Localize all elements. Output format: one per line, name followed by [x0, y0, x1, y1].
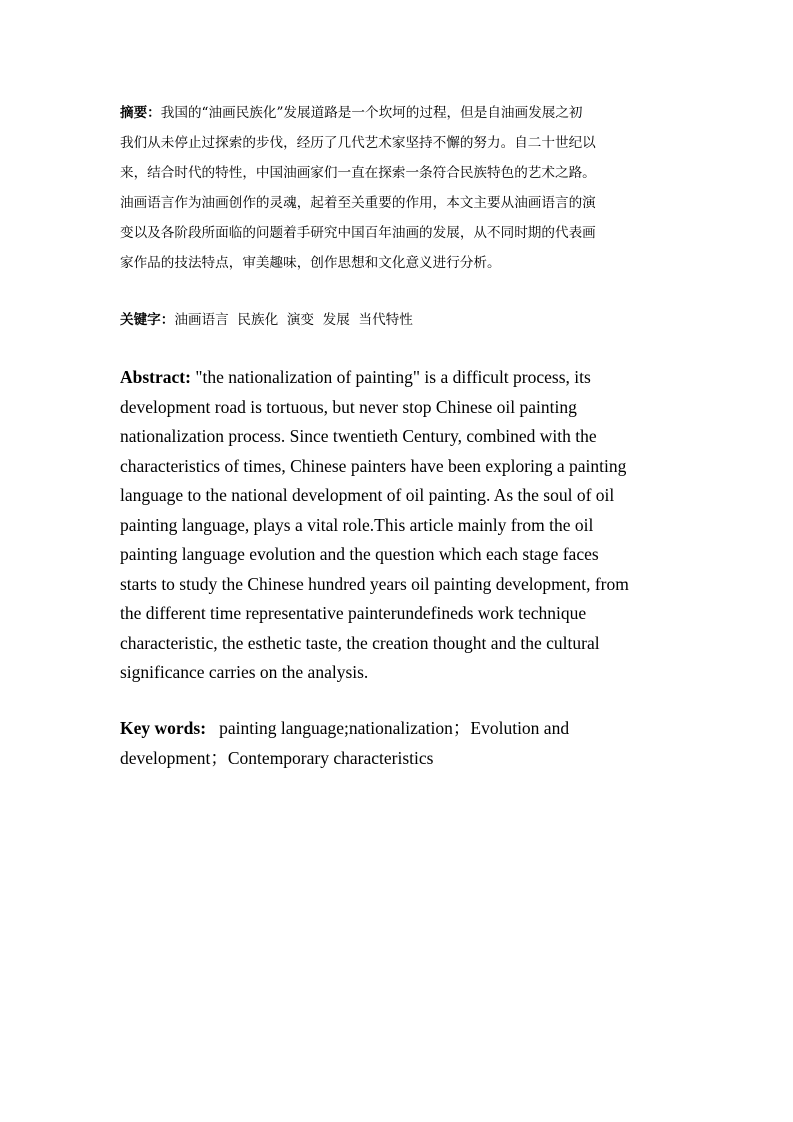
- keywords-cn-label: 关键字：: [120, 312, 175, 328]
- abstract-cn-line: 变以及各阶段所面临的问题着手研究中国百年油画的发展，从不同时期的代表画: [120, 225, 596, 241]
- keywords-cn: [120, 305, 680, 335]
- abstract-cn-line: 来，结合时代的特性，中国油画家们一直在探索一条符合民族特色的艺术之路。: [120, 165, 596, 181]
- keywords-en-label: Key words:: [120, 718, 207, 738]
- abstract-cn-line: 油画语言作为油画创作的灵魂，起着至关重要的作用，本文主要从油画语言的演: [120, 195, 596, 211]
- abstract-en-line: language to the national development of oil painting. As the soul of oil: [120, 485, 615, 505]
- abstract-en-line: nationalization process. Since twentieth Century, combined with the: [120, 426, 597, 446]
- abstract-cn: [120, 98, 680, 278]
- keywords-en: Key words: painting language;nationalization；Evolution and development；Contemporary characteristics: [120, 714, 680, 773]
- keywords-cn-text: 油画语言 民族化 演变 发展 当代特性: [174, 312, 413, 328]
- abstract-cn-line: 家作品的技法特点，审美趣味，创作思想和文化意义进行分析。: [120, 255, 501, 271]
- abstract-cn-line: 摘要：我国的“油画民族化”发展道路是一个坎坷的过程，但是自油画发展之初: [120, 105, 583, 121]
- keywords-en-line: development；Contemporary characteristics: [120, 747, 434, 768]
- abstract-en-label: Abstract:: [120, 367, 191, 387]
- abstract-en-line: the different time representative painterundefineds work technique: [120, 603, 587, 623]
- abstract-en-line: characteristics of times, Chinese painters have been exploring a painting: [120, 455, 627, 476]
- abstract-cn-label: 摘要：: [120, 105, 161, 121]
- abstract-cn-line: 我们从未停止过探索的步伐，经历了几代艺术家坚持不懈的努力。自二十世纪以: [120, 135, 596, 151]
- abstract-en: [120, 363, 680, 688]
- abstract-en-line: significance carries on the analysis.: [120, 662, 369, 682]
- abstract-en-line: Abstract: "the nationalization of painting" is a difficult process, its: [120, 367, 591, 387]
- abstract-en-line: painting language evolution and the question which each stage faces: [120, 544, 599, 564]
- abstract-en-line: characteristic, the esthetic taste, the creation thought and the cultural: [120, 632, 600, 653]
- abstract-en-line: starts to study the Chinese hundred years oil painting development, from: [120, 573, 629, 594]
- abstract-en-line: painting language, plays a vital role.This article mainly from the oil: [120, 514, 594, 535]
- abstract-en-line: development road is tortuous, but never stop Chinese oil painting: [120, 396, 577, 417]
